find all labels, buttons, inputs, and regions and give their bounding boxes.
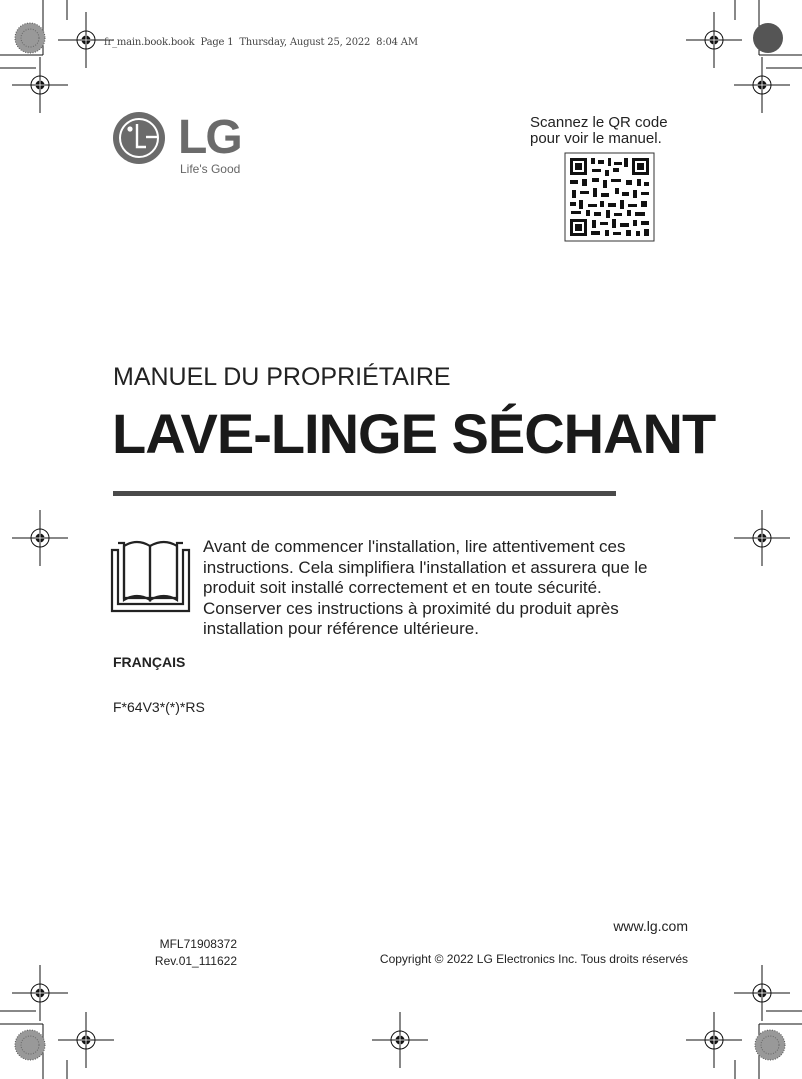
qr-caption (530, 115, 668, 147)
document-title: LAVE-LINGE SÉCHANT (112, 402, 716, 465)
registration-mark-icon (734, 510, 790, 566)
qr-code-icon (565, 153, 654, 241)
registration-mark-icon (686, 1012, 742, 1068)
registration-mark-icon (12, 510, 68, 566)
registration-mark-icon (58, 1012, 114, 1068)
read-manual-book-icon (112, 542, 189, 611)
registration-mark-icon (12, 965, 68, 1021)
safety-intro-text: Avant de commencer l'installation, lire attentivement ces instructions. Cela simplifiera l'installation et assurera que le produit soit installé correctement et en toute sécurité. Conserver ces instructions à proximité du produit après installation pour référence ultérieure. (203, 537, 648, 638)
color-target-icon (753, 23, 783, 53)
registration-mark-icon (734, 965, 790, 1021)
language-label: FRANÇAIS (113, 654, 186, 670)
qr-caption-line: pour voir le manuel. (530, 130, 662, 147)
document-subtitle: MANUEL DU PROPRIÉTAIRE (113, 363, 451, 391)
part-number-block (155, 936, 237, 970)
lg-logo-text: LG (178, 111, 241, 164)
color-target-icon (15, 23, 45, 53)
registration-mark-icon (12, 57, 68, 113)
brand-slogan: Life's Good (180, 162, 241, 176)
qr-caption-line: Scannez le QR code (530, 114, 668, 131)
website-link[interactable]: www.lg.com (613, 918, 688, 934)
part-number: MFL71908372 (159, 937, 237, 951)
print-slug-line: fr_main.book.book Page 1 Thursday, August 25, 2022 8:04 AM (104, 37, 418, 48)
registration-mark-icon (372, 1012, 428, 1068)
model-number: F*64V3*(*)*RS (113, 699, 205, 715)
copyright: Copyright © 2022 LG Electronics Inc. Tous droits réservés (379, 952, 688, 966)
registration-mark-icon (686, 12, 742, 68)
registration-mark-icon (734, 57, 790, 113)
color-target-icon (755, 1030, 785, 1060)
title-divider (113, 491, 616, 496)
revision: Rev.01_111622 (154, 954, 237, 968)
lg-logo-icon (113, 112, 165, 164)
color-target-icon (15, 1030, 45, 1060)
